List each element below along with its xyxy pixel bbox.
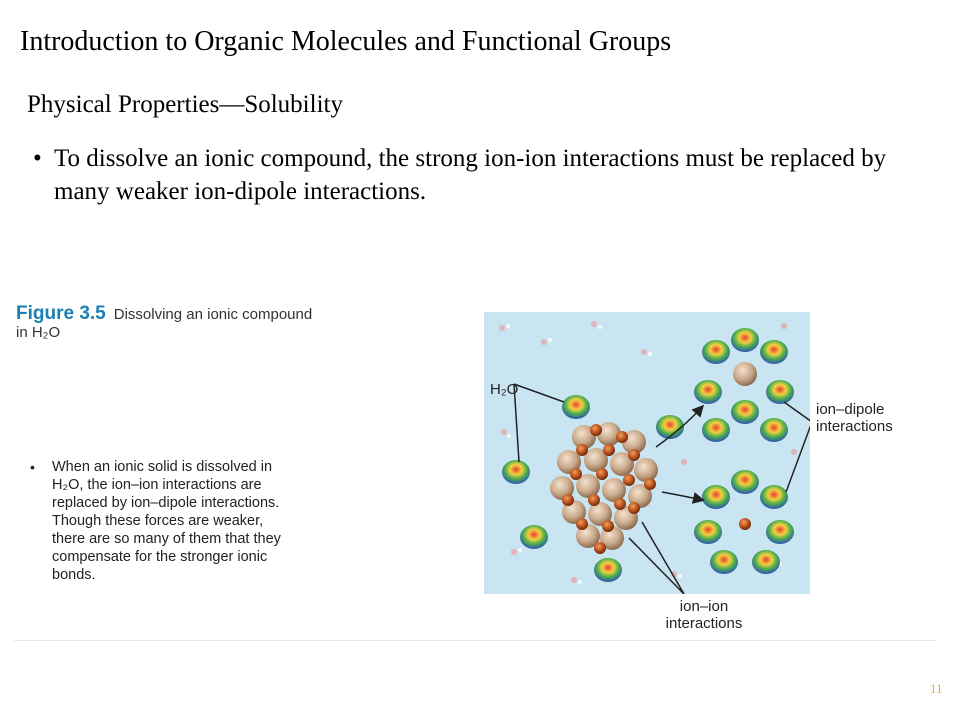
ion-ion-label: ion–ion interactions [665, 598, 743, 632]
figure [14, 300, 936, 641]
figure-caption-text: Dissolving an ionic compound in H₂O [16, 306, 313, 341]
page-number: 11 [930, 681, 943, 696]
ion-dipole-label: ion–dipole interactions [816, 401, 893, 435]
figure-number: Figure 3.5 [16, 303, 106, 324]
bullet-marker: • [33, 145, 42, 172]
bullet-text: To dissolve an ionic compound, the strong ion-ion interactions must be replaced by many weaker ion-dipole interactions. [54, 145, 887, 205]
dissolution-illustration [484, 312, 810, 594]
water-label: H₂O [490, 381, 519, 398]
figure-bullet-marker: • [30, 459, 35, 475]
slide-subtitle: Physical Properties—Solubility [27, 91, 343, 118]
figure-caption [16, 305, 316, 342]
figure-bullet-text: When an ionic solid is dissolved in H₂O, the ion–ion interactions are replaced by ion–dipole interactions. Though these forces are weaker, there are so many of them that they compensate for the stronger ionic bonds. [52, 459, 281, 583]
slide-title: Introduction to Organic Molecules and Functional Groups [20, 26, 672, 57]
figure-bullet [30, 458, 292, 584]
bullet-point [33, 142, 938, 208]
